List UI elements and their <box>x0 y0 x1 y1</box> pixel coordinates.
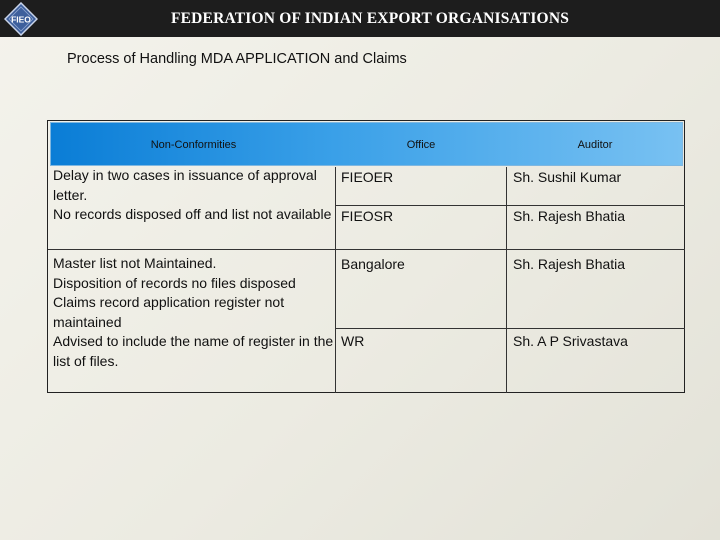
table-header <box>50 122 683 166</box>
column-header-office: Office <box>406 139 436 151</box>
row-divider <box>48 249 685 250</box>
column-divider <box>506 167 507 393</box>
auditor-cell: Sh. A P Srivastava <box>513 333 628 349</box>
office-cell: FIEOSR <box>341 208 394 224</box>
auditor-cell: Sh. Rajesh Bhatia <box>513 256 626 272</box>
office-cell: WR <box>341 333 365 349</box>
column-header-nonconformities: Non-Conformities <box>150 139 237 151</box>
row-divider <box>507 205 685 206</box>
auditor-cell: Sh. Rajesh Bhatia <box>513 208 626 224</box>
nonconformity-text: Master list not Maintained. Disposition of records no files disposed Claims record application register not maintained Advised to include the name of register in the list of files. <box>53 255 334 369</box>
office-cell: FIEOER <box>341 169 394 185</box>
slide-subtitle: Process of Handling MDA APPLICATION and Claims <box>67 51 407 67</box>
header-bar <box>0 0 720 37</box>
column-divider <box>335 167 336 393</box>
auditor-cell: Sh. Sushil Kumar <box>513 169 622 185</box>
nonconformity-text: Delay in two cases in issuance of approval letter. No records disposed off and list not available <box>53 167 332 222</box>
column-header-auditor: Auditor <box>577 139 613 151</box>
row-divider <box>336 205 506 206</box>
office-cell: Bangalore <box>341 256 405 272</box>
page-title: FEDERATION OF INDIAN EXPORT ORGANISATIONS <box>170 10 570 27</box>
row-divider <box>336 328 685 329</box>
nonconformity-table <box>47 120 685 393</box>
svg-text:FIEO: FIEO <box>11 14 31 25</box>
